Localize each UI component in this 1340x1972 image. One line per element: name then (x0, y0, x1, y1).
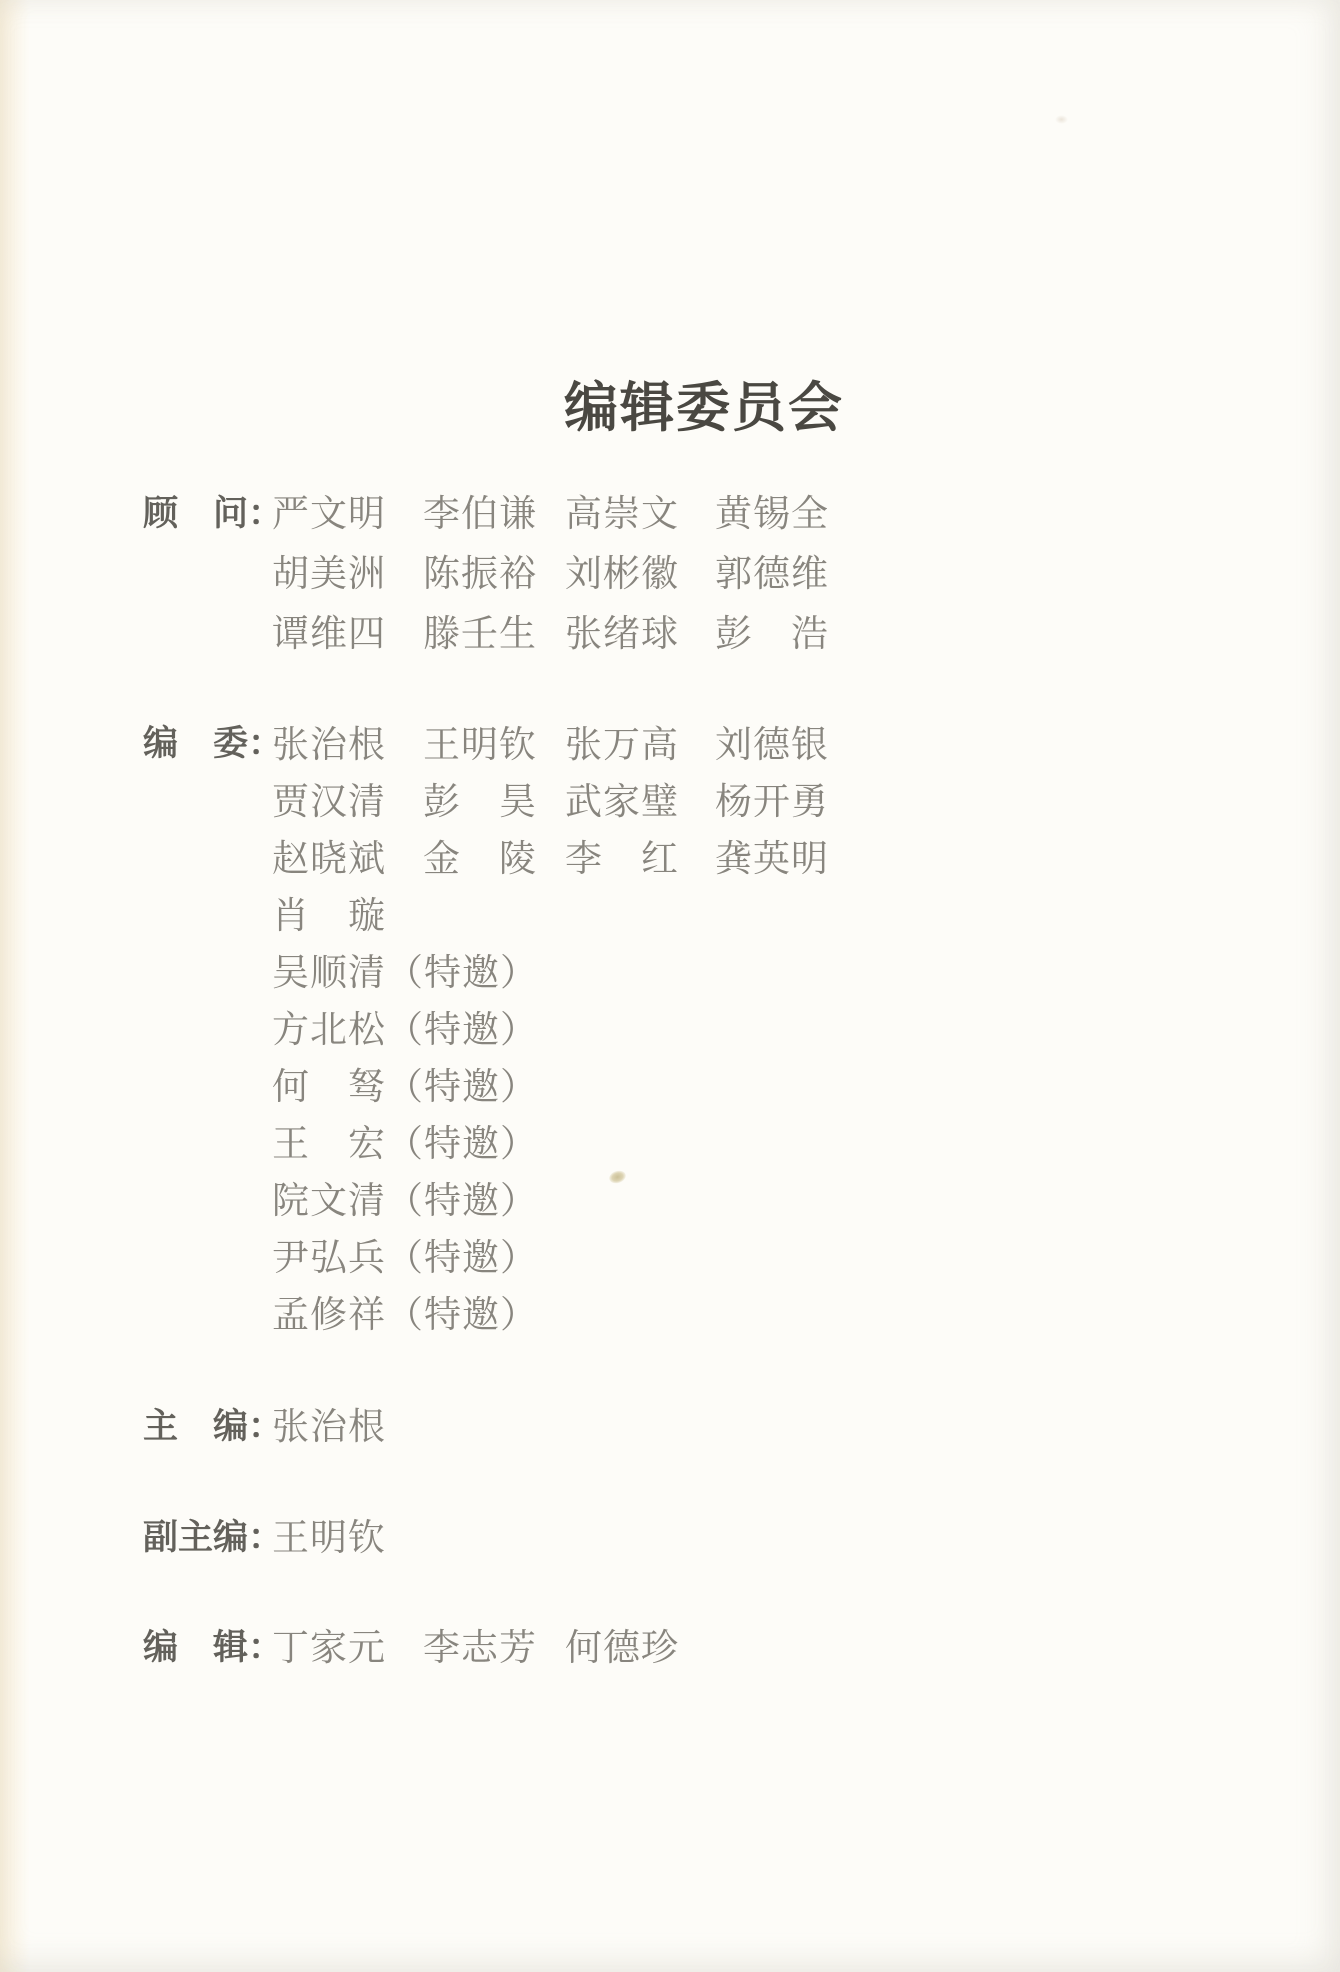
section-label-editors: 编 辑： (143, 1628, 284, 1668)
member-name: 高崇文 (565, 492, 679, 535)
section-rows (272, 1628, 1340, 1668)
name-row (272, 1286, 1340, 1343)
member-name: 王 宏（特邀） (272, 1122, 538, 1165)
member-name: 滕壬生 (423, 612, 537, 655)
section-rows (272, 1518, 1340, 1558)
name-row (272, 484, 1340, 544)
page-title: 编辑委员会 (564, 375, 844, 439)
member-name: 刘彬徽 (565, 552, 679, 595)
member-name: 院文清（特邀） (272, 1179, 538, 1222)
name-row (272, 830, 1340, 887)
name-row (272, 1518, 1340, 1558)
section-label-advisors: 顾 问： (143, 494, 284, 534)
member-name: 龚英明 (715, 837, 829, 880)
member-name: 丁家元 (272, 1626, 386, 1669)
member-name: 尹弘兵（特邀） (272, 1236, 538, 1279)
member-name: 方北松（特邀） (272, 1008, 538, 1051)
member-name: 何德珍 (565, 1626, 679, 1669)
name-row (272, 1001, 1340, 1058)
member-name: 郭德维 (715, 552, 829, 595)
member-name: 武家璧 (565, 780, 679, 823)
member-name: 李志芳 (423, 1626, 537, 1669)
scan-speck (1055, 115, 1068, 124)
member-name: 彭 昊 (423, 780, 537, 823)
member-name: 吴顺清（特邀） (272, 951, 538, 994)
member-name: 何 驽（特邀） (272, 1065, 538, 1108)
name-row (272, 1058, 1340, 1115)
member-name: 李 红 (565, 837, 679, 880)
member-name: 王明钦 (423, 723, 537, 766)
member-name: 谭维四 (272, 612, 386, 655)
name-row (272, 773, 1340, 830)
name-row (272, 604, 1340, 664)
name-row (272, 716, 1340, 773)
name-row (272, 544, 1340, 604)
member-name: 严文明 (272, 492, 386, 535)
member-name: 彭 浩 (715, 612, 829, 655)
section-rows (272, 716, 1340, 1343)
section-rows (272, 484, 1340, 664)
member-name: 杨开勇 (715, 780, 829, 823)
member-name: 黄锡全 (715, 492, 829, 535)
member-name: 王明钦 (272, 1516, 386, 1559)
section-rows (272, 1407, 1340, 1447)
member-name: 胡美洲 (272, 552, 386, 595)
name-row (272, 1229, 1340, 1286)
member-name: 李伯谦 (423, 492, 537, 535)
member-name: 刘德银 (715, 723, 829, 766)
member-name: 肖 璇 (272, 894, 386, 937)
member-name: 张治根 (272, 723, 386, 766)
section-label-board: 编 委： (143, 724, 284, 764)
member-name: 张万高 (565, 723, 679, 766)
member-name: 张治根 (272, 1405, 386, 1448)
name-row (272, 1628, 1340, 1668)
member-name: 金 陵 (423, 837, 537, 880)
member-name: 孟修祥（特邀） (272, 1293, 538, 1336)
member-name: 陈振裕 (423, 552, 537, 595)
name-row (272, 1172, 1340, 1229)
name-row (272, 887, 1340, 944)
member-name: 贾汉清 (272, 780, 386, 823)
member-name: 赵晓斌 (272, 837, 386, 880)
name-row (272, 1115, 1340, 1172)
member-name: 张绪球 (565, 612, 679, 655)
section-label-deputy: 副主编： (143, 1518, 284, 1558)
name-row (272, 1407, 1340, 1447)
name-row (272, 944, 1340, 1001)
section-label-chief: 主 编： (143, 1407, 284, 1447)
